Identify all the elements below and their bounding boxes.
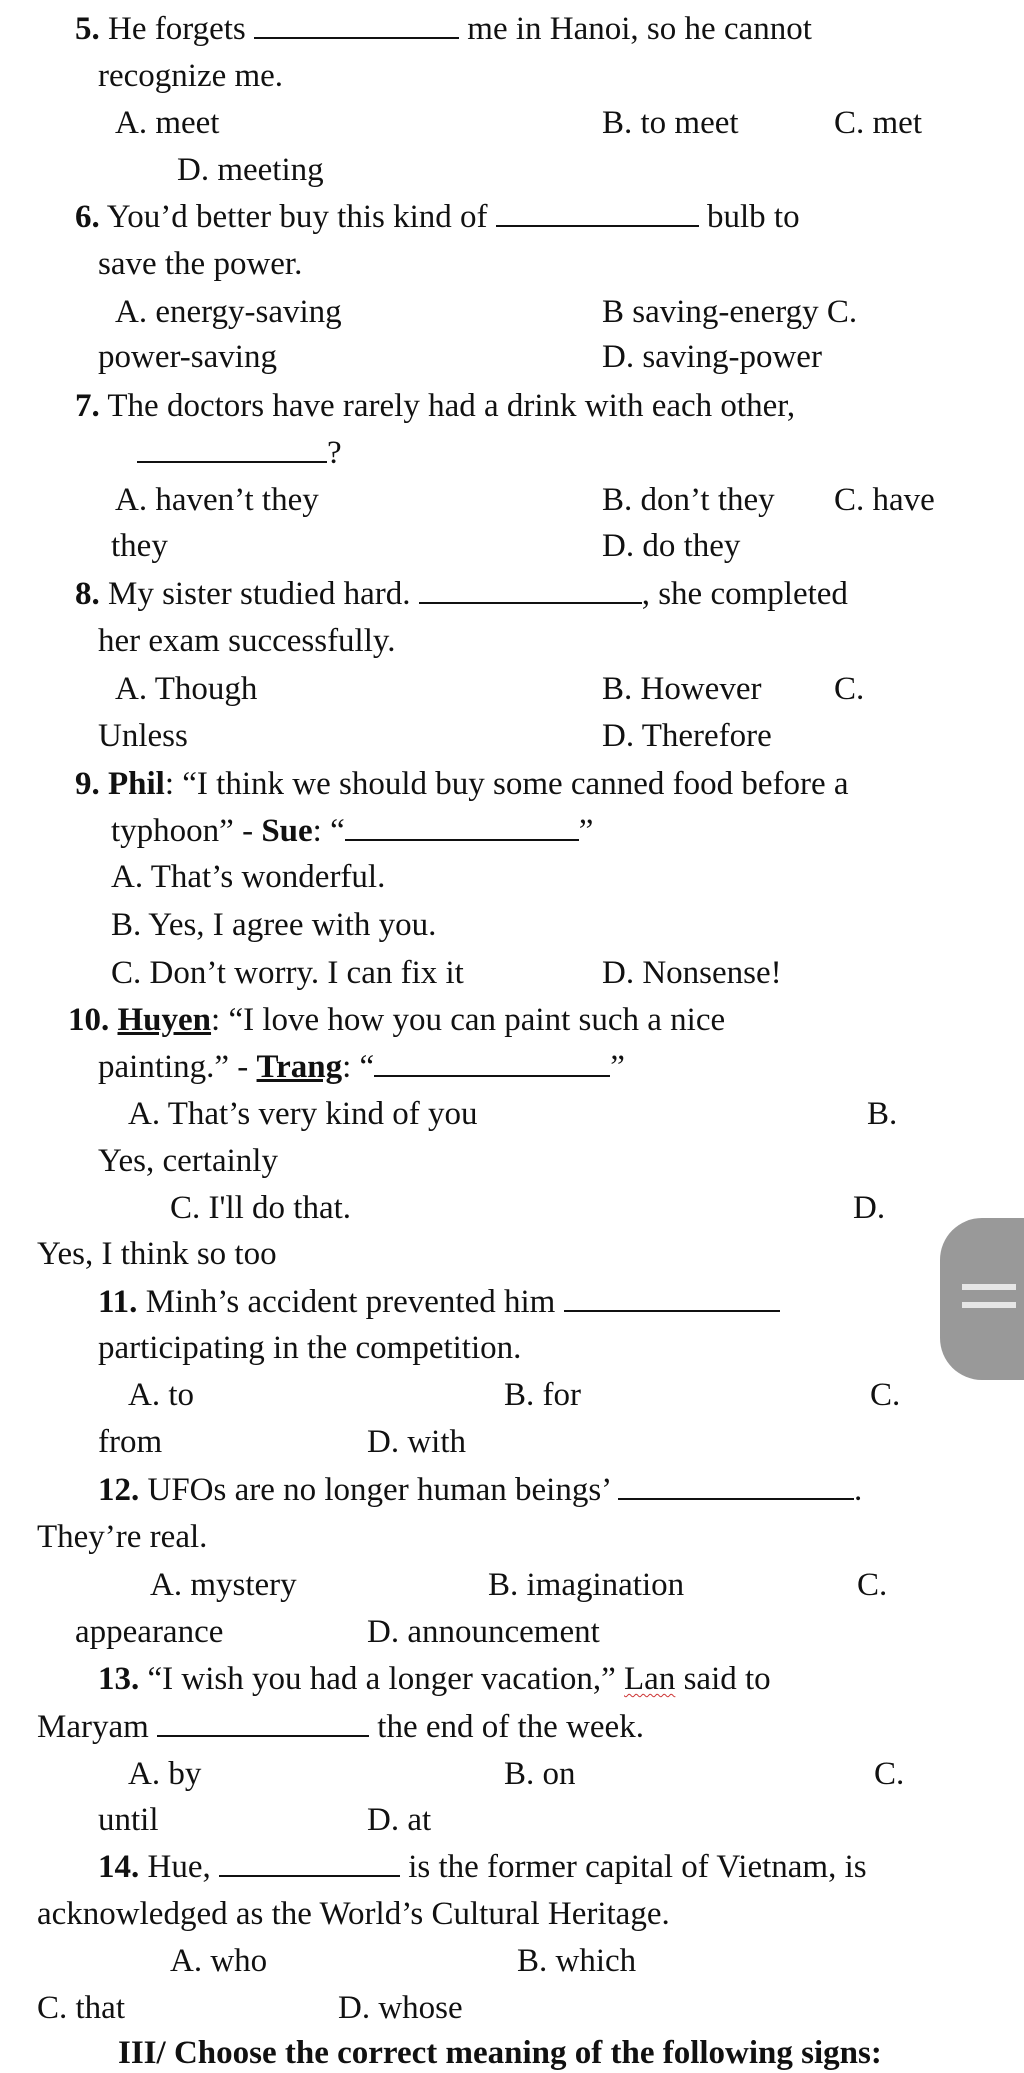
question-text: participating in the competition.: [98, 1330, 522, 1366]
question-text: acknowledged as the World’s Cultural Heritage.: [37, 1896, 670, 1932]
answer-blank: [564, 1284, 780, 1312]
answer-blank: [137, 435, 327, 463]
question-10: 10. Huyen: “I love how you can paint such a nice: [68, 1002, 726, 1038]
option-d: D. saving-power: [602, 339, 822, 375]
question-7: 7. The doctors have rarely had a drink with each other,: [75, 388, 796, 424]
option-a: A. meet: [115, 105, 220, 141]
option-a: A. Though: [115, 671, 258, 707]
question-8: 8. My sister studied hard. , she completed: [75, 576, 848, 612]
option-d: D. announcement: [367, 1614, 600, 1650]
option-c-cont: they: [111, 528, 168, 564]
answer-blank: [157, 1709, 369, 1737]
option-d: D. Therefore: [602, 718, 772, 754]
section-heading: III/ Choose the correct meaning of the following signs:: [118, 2035, 882, 2071]
question-13: 13. “I wish you had a longer vacation,” Lan said to: [98, 1661, 771, 1697]
answer-blank: [254, 11, 459, 39]
option-d-cont: Yes, I think so too: [37, 1236, 277, 1272]
option-a: A. haven’t they: [115, 482, 319, 518]
option-c-cont: Unless: [98, 718, 188, 754]
option-a: A. That’s wonderful.: [111, 859, 386, 895]
question-9: 9. Phil: “I think we should buy some canned food before a: [75, 766, 849, 802]
question-text: typhoon” - Sue: “ ”: [111, 813, 594, 849]
answer-blank: [219, 1849, 400, 1877]
option-a: A. by: [128, 1756, 202, 1792]
scroll-handle[interactable]: [940, 1218, 1024, 1380]
option-d: D. do they: [602, 528, 741, 564]
option-d: D. Nonsense!: [602, 955, 782, 991]
question-11: 11. Minh’s accident prevented him: [98, 1282, 780, 1322]
question-text: save the power.: [98, 246, 303, 282]
option-d: D.: [853, 1190, 886, 1226]
question-text: ?: [137, 433, 342, 473]
option-d: D. at: [367, 1802, 432, 1838]
option-b: B.: [867, 1096, 898, 1132]
question-text: They’re real.: [37, 1519, 208, 1555]
option-c: C.: [857, 1567, 888, 1603]
answer-blank: [345, 813, 579, 841]
option-c: C. met: [834, 105, 922, 141]
option-b: B. imagination: [488, 1567, 685, 1603]
option-b: B. for: [504, 1377, 581, 1413]
question-6: 6. You’d better buy this kind of bulb to: [75, 199, 800, 235]
question-12: 12. UFOs are no longer human beings’ .: [98, 1472, 863, 1508]
option-c: C. Don’t worry. I can fix it: [111, 955, 464, 991]
option-c: C.: [870, 1377, 901, 1413]
option-b-cont: Yes, certainly: [98, 1143, 278, 1179]
answer-blank: [496, 199, 699, 227]
option-c: power-saving: [98, 339, 277, 375]
option-b: B. However: [602, 671, 762, 707]
answer-blank: [374, 1049, 610, 1077]
option-c-cont: until: [98, 1802, 159, 1838]
option-b: B. to meet: [602, 105, 739, 141]
answer-blank: [618, 1472, 854, 1500]
option-c: C. I'll do that.: [170, 1190, 352, 1226]
option-a: A. energy-saving: [115, 294, 342, 330]
option-c-cont: appearance: [75, 1614, 224, 1650]
option-c: C.: [834, 671, 865, 707]
option-b: B. Yes, I agree with you.: [111, 907, 437, 943]
question-text: recognize me.: [98, 58, 284, 94]
option-c-cont: from: [98, 1424, 163, 1460]
option-c: C. that: [37, 1990, 125, 2026]
option-a: A. who: [170, 1943, 268, 1979]
option-a: A. mystery: [150, 1567, 297, 1603]
option-d: D. with: [367, 1424, 466, 1460]
answer-blank: [419, 576, 642, 604]
option-d: D. whose: [338, 1990, 463, 2026]
question-text: painting.” - Trang: “ ”: [98, 1049, 625, 1085]
option-b: B saving-energy C.: [602, 294, 858, 330]
option-b: B. which: [517, 1943, 637, 1979]
question-text: her exam successfully.: [98, 623, 396, 659]
option-d: D. meeting: [177, 152, 324, 188]
option-c: C.: [874, 1756, 905, 1792]
option-a: A. to: [128, 1377, 194, 1413]
question-5: 5. He forgets me in Hanoi, so he cannot: [75, 11, 812, 47]
option-b: B. on: [504, 1756, 576, 1792]
question-14: 14. Hue, is the former capital of Vietnam, is: [98, 1849, 867, 1885]
option-a: A. That’s very kind of you: [128, 1096, 478, 1132]
option-c: C. have: [834, 482, 935, 518]
option-b: B. don’t they: [602, 482, 775, 518]
question-text: Maryam the end of the week.: [37, 1709, 644, 1745]
